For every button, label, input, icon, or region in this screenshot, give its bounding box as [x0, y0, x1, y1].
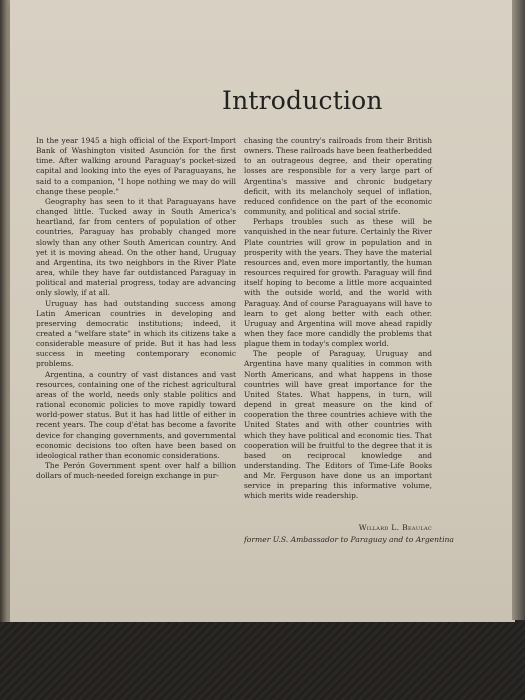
paragraph: Uruguay has had outstanding success among Latin American countries in developing and preserving democratic institutions; indeed, it created a "welfare state" in which its citizens take a considerable measure of pride. But it has had less success in meeting contemporary economic problems.	[36, 298, 236, 369]
author-name: Willard L. Beaulac	[358, 523, 432, 532]
left-text-column	[36, 136, 236, 481]
page-title: Introduction	[222, 86, 383, 115]
right-text-column	[244, 136, 432, 502]
paragraph: Perhaps troubles such as these will be vanquished in the near future. Certainly the River Plate countries will grow in population and in prosperity with the years. They have the material resources and, even more importantly, the human resources required for growth. Paraguay will find itself hoping to become a little more acquainted with the outside world, and the world with Paraguay. And of course Paraguayans will have to learn to get along better with each other. Uruguay and Argentina will move ahead rapidly when they face more candidly the problems that plague them in today's complex world.	[244, 217, 432, 349]
paragraph: The Perón Government spent over half a billion dollars of much-needed foreign exchange in pur-	[36, 461, 236, 481]
paragraph: In the year 1945 a high official of the Export-Import Bank of Washington visited Asunción for the first time. After walking around Paraguay's pocket-sized capital and looking into the eyes of Paraguayans, he said to a companion, "I hope nothing we may do will change these people."	[36, 136, 236, 196]
paragraph: Argentina, a country of vast distances and vast resources, containing one of the richest agricultural areas of the world, needs only stable politics and rational economic policies to move rapidly toward world-power status. But it has had little of either in recent years. The coup d'état has become a favorite device for changing governments, and governmental economic decisions too often have been based on ideological rather than economic considerations.	[36, 369, 236, 460]
page-right-edge	[512, 0, 525, 620]
author-role: former U.S. Ambassador to Paraguay and to Argentina	[244, 535, 454, 544]
paragraph: Geography has seen to it that Paraguayans have changed little. Tucked away in South America's heartland, far from centers of population of other countries, Paraguay has probably changed more slowly than any other South American country. And yet it is moving ahead. On the other hand, Uruguay and Argentina, its two neighbors in the River Plate area, while they have far outdistanced Paraguay in political and material progress, today are advancing only slowly, if at all.	[36, 196, 236, 298]
background-surface	[0, 622, 525, 700]
paragraph: chasing the country's railroads from their British owners. These railroads have been featherbedded to an outrageous degree, and their operating losses are responsible for a very large part of Argentina's massive and chronic budgetary deficit, with its melancholy sequel of inflation, reduced confidence on the part of the economic community, and political and social strife.	[244, 136, 432, 217]
paragraph: The people of Paraguay, Uruguay and Argentina have many qualities in common with North Americans, and what happens in those countries will have great importance for the United States. What happens, in turn, will depend in great measure on the kind of cooperation the three countries achieve with the United States and with other countries with which they have political and economic ties. That cooperation will be fruitful to the degree that it is based on reciprocal knowledge and understanding. The Editors of Time-Life Books and Mr. Ferguson have done us an important service in preparing this informative volume, which merits wide readership.	[244, 349, 432, 501]
